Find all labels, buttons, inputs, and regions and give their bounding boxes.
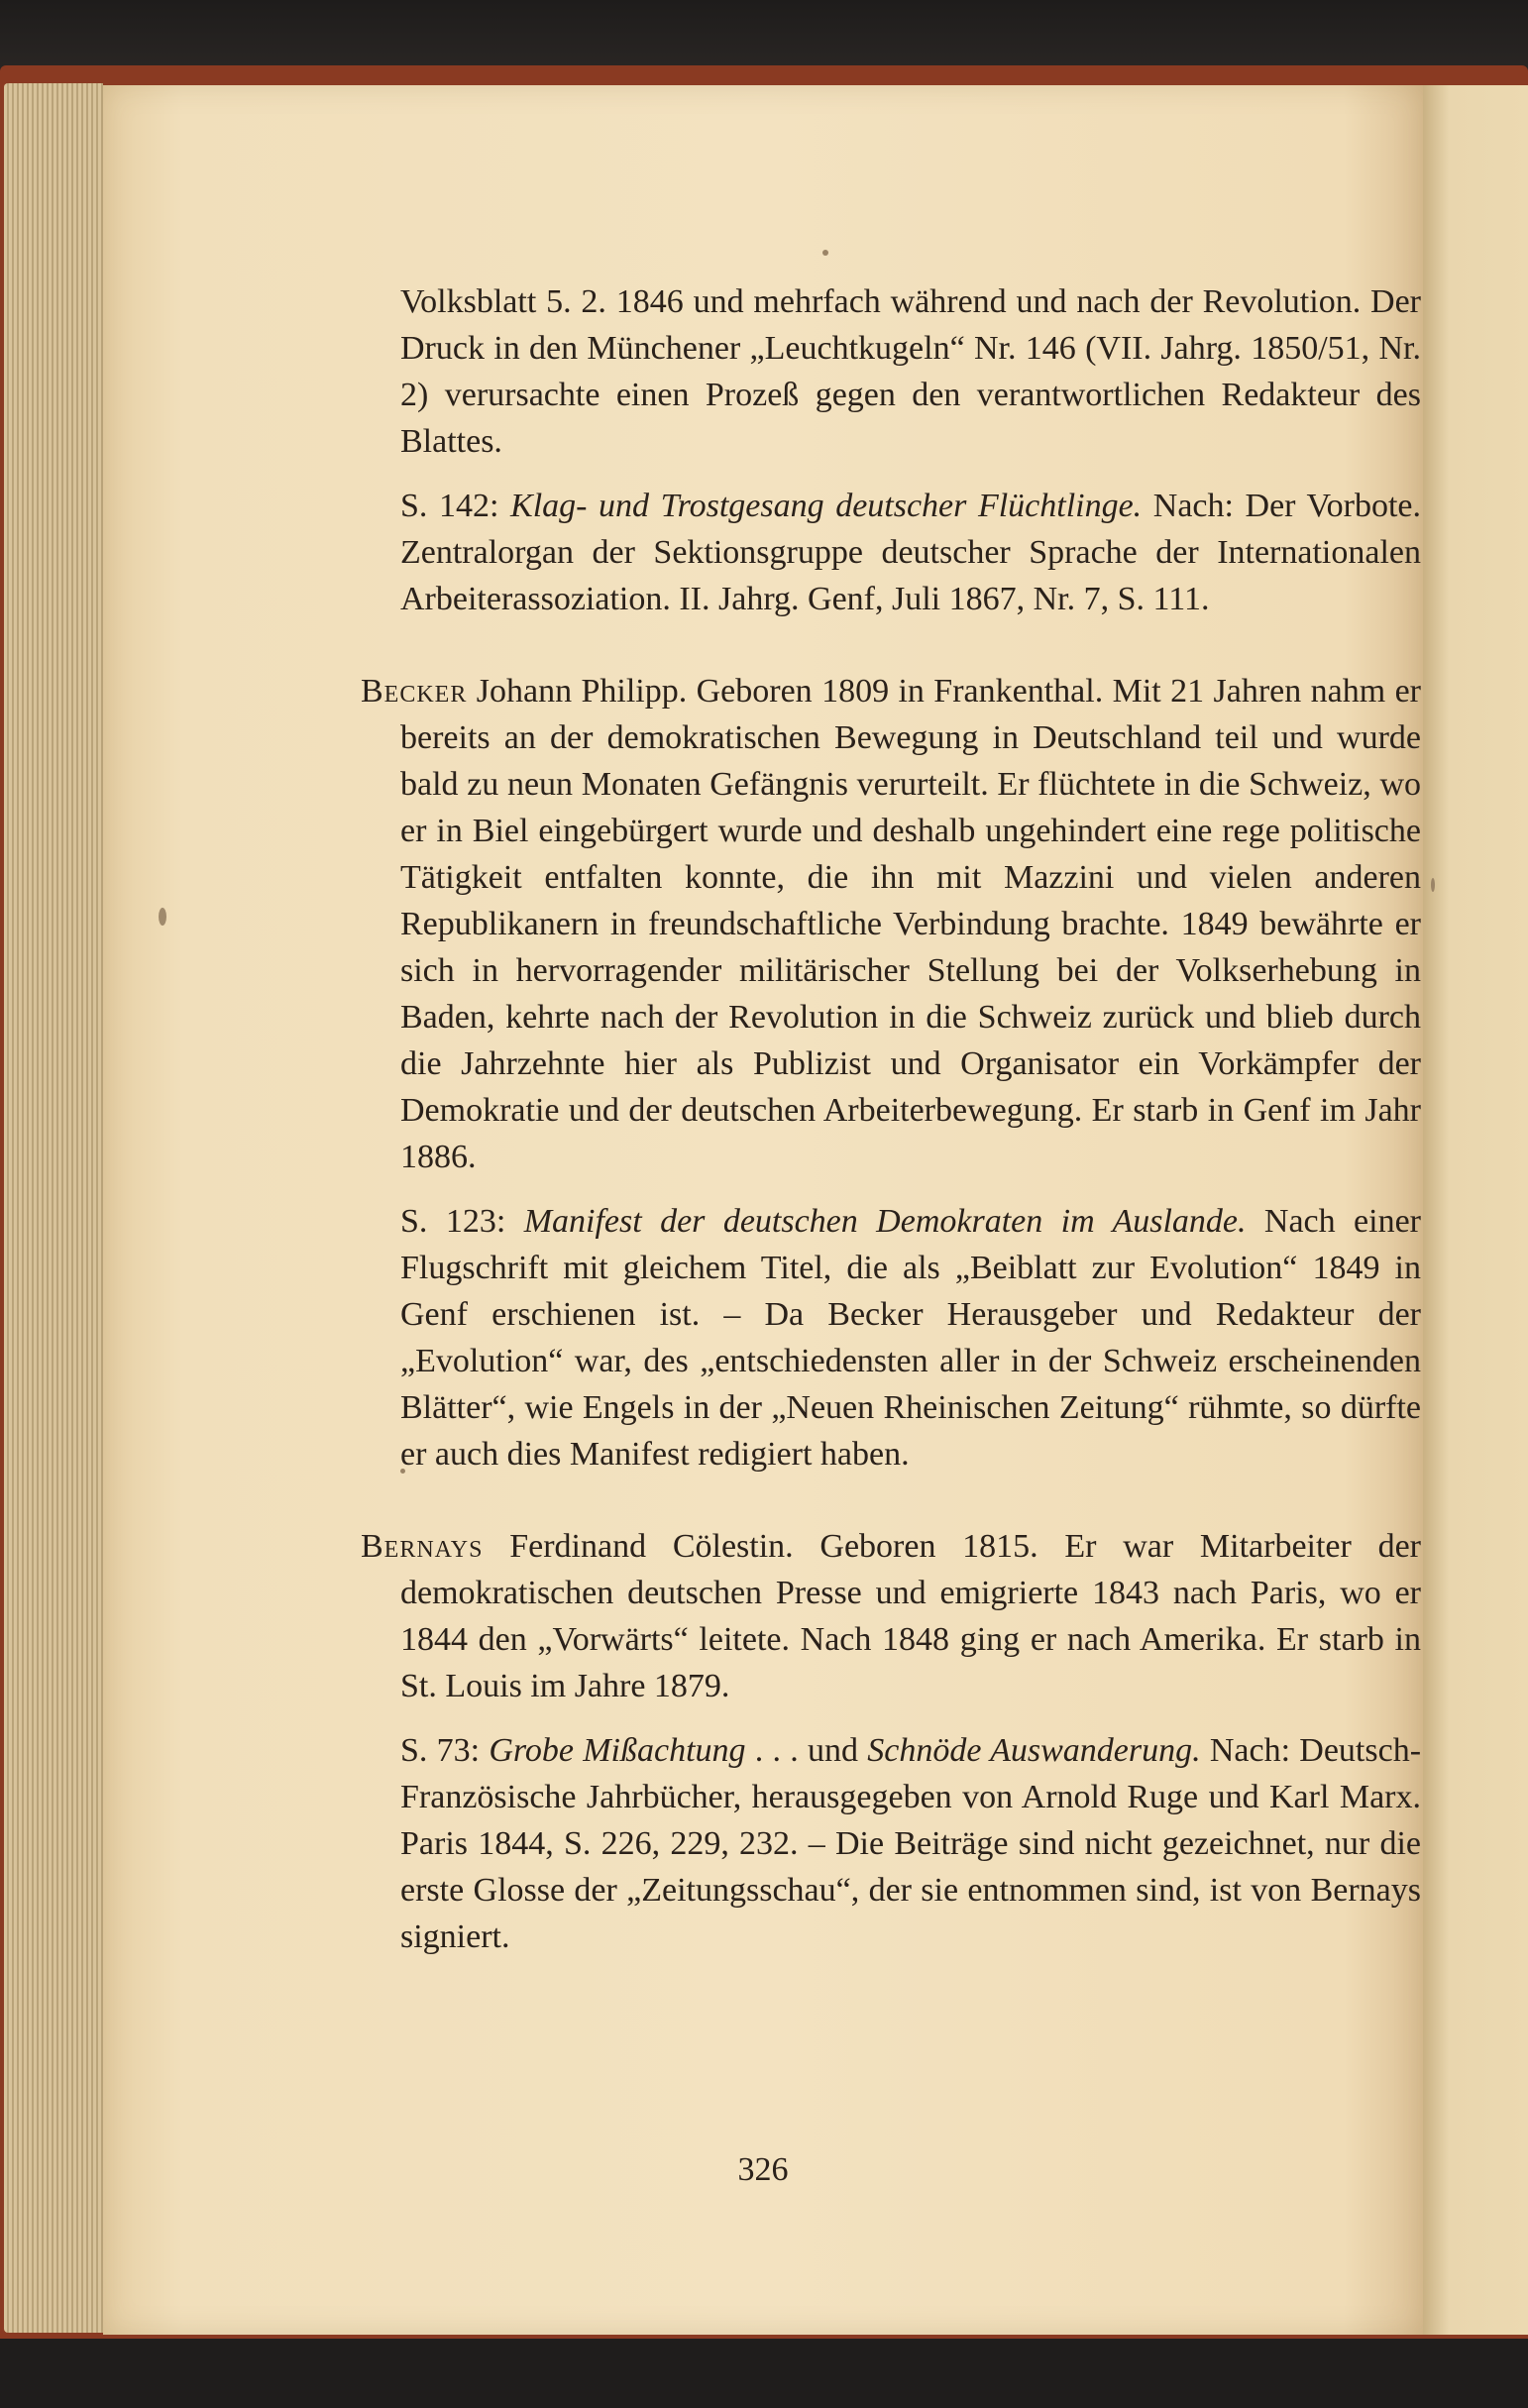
entry-becker xyxy=(361,668,1421,1180)
reference-page: S. 123: xyxy=(400,1203,524,1240)
reference-s123 xyxy=(400,1198,1421,1478)
scan-background-bottom xyxy=(0,2339,1528,2408)
entry-biography: Ferdinand Cölestin. Geboren 1815. Er war Mitarbeiter der demokratischen deutschen Presse und emigrierte 1843 nach Paris, wo er 1844 den „Vorwärts“ leitete. Nach 1848 ging er nach Amerika. Er starb in St. Louis im Jahre 1879. xyxy=(400,1528,1421,1704)
reference-text: Nach einer Flugschrift mit gleichem Titel, die als „Beiblatt zur Evolution“ 1849 in Genf erschienen ist. – Da Becker Herausgeber und Redakteur der „Evolution“ war, des „entschiedensten aller in der Schweiz erscheinenden Blätter“, wie Engels in der „Neuen Rheinischen Zeitung“ rühmte, so dürfte er auch dies Manifest redigiert haben. xyxy=(400,1203,1421,1473)
continuation-text: Volksblatt 5. 2. 1846 und mehrfach während und nach der Revolution. Der Druck in den Münchener „Leuchtkugeln“ Nr. 146 (VII. Jahrg. 1850/51, Nr. 2) verursachte einen Prozeß gegen den verantwortlichen Redakteur des Blattes. xyxy=(400,283,1421,460)
page-number: 326 xyxy=(737,2151,789,2188)
entry-bernays xyxy=(361,1523,1421,1709)
reference-title: Manifest der deutschen Demokraten im Auslande. xyxy=(523,1203,1247,1240)
entry-name: Bernays xyxy=(361,1528,484,1565)
reference-s142 xyxy=(400,483,1421,622)
reference-text: Nach: Deutsch-Französische Jahrbücher, herausgegeben von Arnold Ruge und Karl Marx. Paris 1844, S. 226, 229, 232. – Die Beiträge sind nicht gezeichnet, nur die erste Glosse der „Zeitungsschau“, der sie entnommen sind, ist von Bernays signiert. xyxy=(400,1732,1422,1955)
entry-name: Becker xyxy=(361,673,468,710)
reference-title: Grobe Mißachtung xyxy=(489,1732,746,1769)
text-block xyxy=(361,278,1422,1960)
book-page xyxy=(103,85,1423,2335)
reference-text: Nach: Der Vorbote. Zentralorgan der Sektionsgruppe deutscher Sprache der Internationalen Arbeiterassoziation. II. Jahrg. Genf, Juli 1867, Nr. 7, S. 111. xyxy=(400,488,1421,617)
reference-middle: . . . und xyxy=(745,1732,868,1769)
reference-page: S. 142: xyxy=(400,488,511,524)
entry-biography: Johann Philipp. Geboren 1809 in Frankenthal. Mit 21 Jahren nahm er bereits an der demokratischen Bewegung in Deutschland teil und wurde bald zu neun Monaten Gefängnis verurteilt. Er flüchtete in die Schweiz, wo er in Biel eingebürgert wurde und deshalb ungehindert eine rege politische Tätigkeit entfalten konnte, die ihn mit Mazzini und vielen anderen Republikanern in freundschaftliche Verbindung brachte. 1849 bewährte er sich in hervorragender militärischer Stellung bei der Volkserhebung in Baden, kehrte nach der Revolution in die Schweiz zurück und blieb durch die Jahrzehnte hier als Publizist und Organisator ein Vorkämpfer der Demokratie und der deutschen Arbeiterbewegung. Er starb in Genf im Jahr 1886. xyxy=(400,673,1421,1175)
reference-title: Klag- und Trostgesang deutscher Flüchtlinge. xyxy=(510,488,1143,524)
page-stack-edges xyxy=(4,83,103,2333)
continuation-paragraph xyxy=(400,278,1421,465)
facing-page xyxy=(1423,85,1528,2335)
reference-page: S. 73: xyxy=(400,1732,490,1769)
reference-title-second: Schnöde Auswanderung. xyxy=(867,1732,1201,1769)
reference-s73 xyxy=(400,1727,1421,1960)
